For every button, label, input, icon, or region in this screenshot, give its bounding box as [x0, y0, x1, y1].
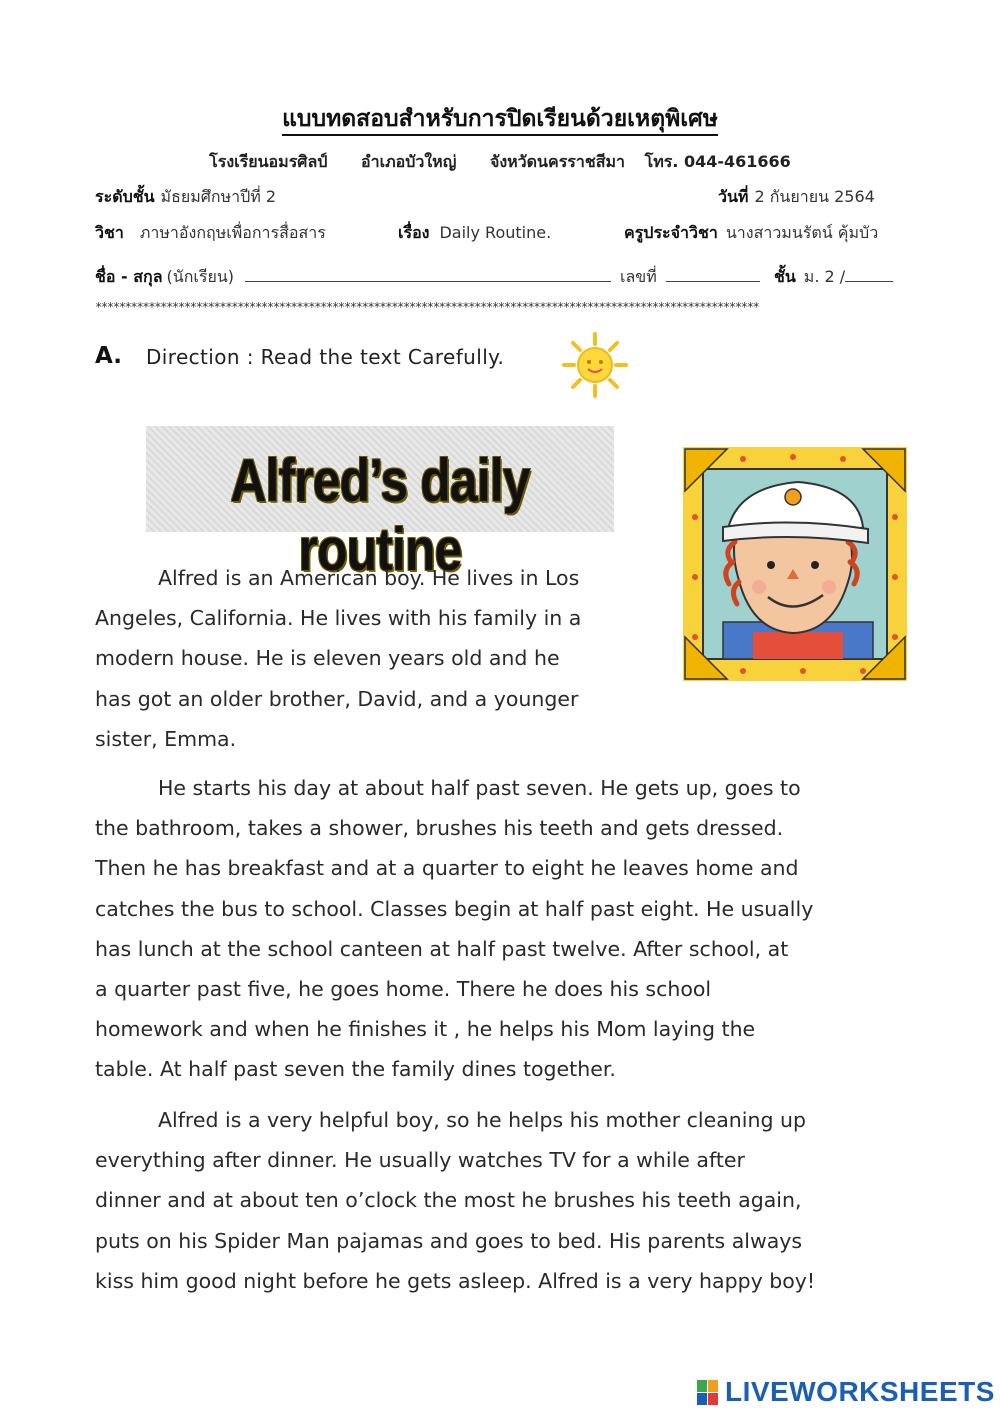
story-line: puts on his Spider Man pajamas and goes to bed. His parents always: [95, 1228, 803, 1253]
level-label: ระดับชั้น: [95, 187, 155, 206]
story-line: Alfred is a very helpful boy, so he helps his mother cleaning up: [158, 1108, 807, 1132]
level-row: [95, 185, 276, 210]
school-info: [0, 150, 1000, 175]
subject-row: [95, 221, 326, 246]
story-line: Angeles, California. He lives with his family in a: [95, 606, 582, 631]
class-label: ชั้น: [774, 267, 796, 286]
story-paragraph-2: [95, 768, 813, 1090]
school-phone: โทร. 044-461666: [644, 152, 791, 171]
school-name: โรงเรียนอมรศิลป์: [209, 152, 328, 171]
story-line: sister, Emma.: [95, 726, 237, 751]
story-line: kiss him good night before he gets asleep. Alfred is a very happy boy!: [95, 1268, 816, 1293]
topic-row: [398, 221, 551, 246]
class-value: ม. 2 /: [803, 267, 846, 286]
story-line: Then he has breakfast and at a quarter to eight he leaves home and: [95, 856, 799, 881]
school-district: อำเภอบัวใหญ่: [361, 152, 457, 171]
subject-label: วิชา: [95, 223, 124, 242]
teacher-value: นางสาวมนรัตน์ คุ้มบัว: [725, 223, 879, 242]
topic-label: เรื่อง: [398, 223, 430, 242]
sun-icon: [562, 332, 628, 398]
direction-text: Direction : Read the text Carefully.: [146, 345, 505, 369]
story-line: a quarter past five, he goes home. There he does his school: [95, 977, 712, 1002]
liveworksheets-text: LIVEWORKSHEETS: [725, 1376, 995, 1407]
story-line: has lunch at the school canteen at half past twelve. After school, at: [95, 936, 789, 961]
liveworksheets-logo-icon: [697, 1380, 719, 1406]
story-line: dinner and at about ten o’clock the most he brushes his teeth again,: [95, 1188, 802, 1213]
story-paragraph-1: [95, 558, 581, 759]
student-name-row: [95, 265, 611, 290]
story-title: Alfred’s daily routine: [230, 447, 530, 583]
story-paragraph-3: [95, 1100, 815, 1301]
story-line: everything after dinner. He usually watches TV for a while after: [95, 1148, 745, 1173]
date-row: [718, 185, 875, 210]
topic-value: Daily Routine.: [439, 223, 552, 242]
number-label: เลขที่: [620, 267, 657, 286]
teacher-row: [624, 221, 878, 246]
name-field[interactable]: [245, 267, 611, 282]
date-label: วันที่: [718, 187, 749, 206]
class-row: [774, 265, 893, 290]
number-row: [620, 265, 760, 290]
story-line: catches the bus to school. Classes begin at half past eight. He usually: [95, 896, 814, 921]
story-line: modern house. He is eleven years old and he: [95, 646, 560, 671]
story-line: the bathroom, takes a shower, brushes his teeth and gets dressed.: [95, 816, 784, 841]
page-title: แบบทดสอบสำหรับการปิดเรียนด้วยเหตุพิเศษ: [0, 101, 1000, 137]
section-letter: A.: [95, 343, 122, 369]
school-province: จังหวัดนครราชสีมา: [489, 152, 626, 171]
story-line: has got an older brother, David, and a younger: [95, 686, 579, 711]
story-line: He starts his day at about half past seven. He gets up, goes to: [158, 776, 801, 800]
story-line: table. At half past seven the family dines together.: [95, 1057, 616, 1082]
number-field[interactable]: [666, 267, 760, 282]
story-line: Alfred is an American boy. He lives in Los: [158, 566, 580, 590]
name-sub: (นักเรียน): [166, 267, 234, 286]
class-field[interactable]: [845, 267, 893, 282]
name-label: ชื่อ - สกุล: [95, 267, 163, 286]
date-value: 2 กันยายน 2564: [754, 187, 875, 206]
separator-line: ****************************************************************************************************************: [95, 300, 759, 314]
story-line: homework and when he finishes it , he helps his Mom laying the: [95, 1017, 756, 1042]
teacher-label: ครูประจำวิชา: [624, 223, 718, 242]
boy-portrait-image: [683, 447, 907, 681]
subject-value: ภาษาอังกฤษเพื่อการสื่อสาร: [139, 223, 326, 242]
level-value: มัธยมศึกษาปีที่ 2: [160, 187, 277, 206]
